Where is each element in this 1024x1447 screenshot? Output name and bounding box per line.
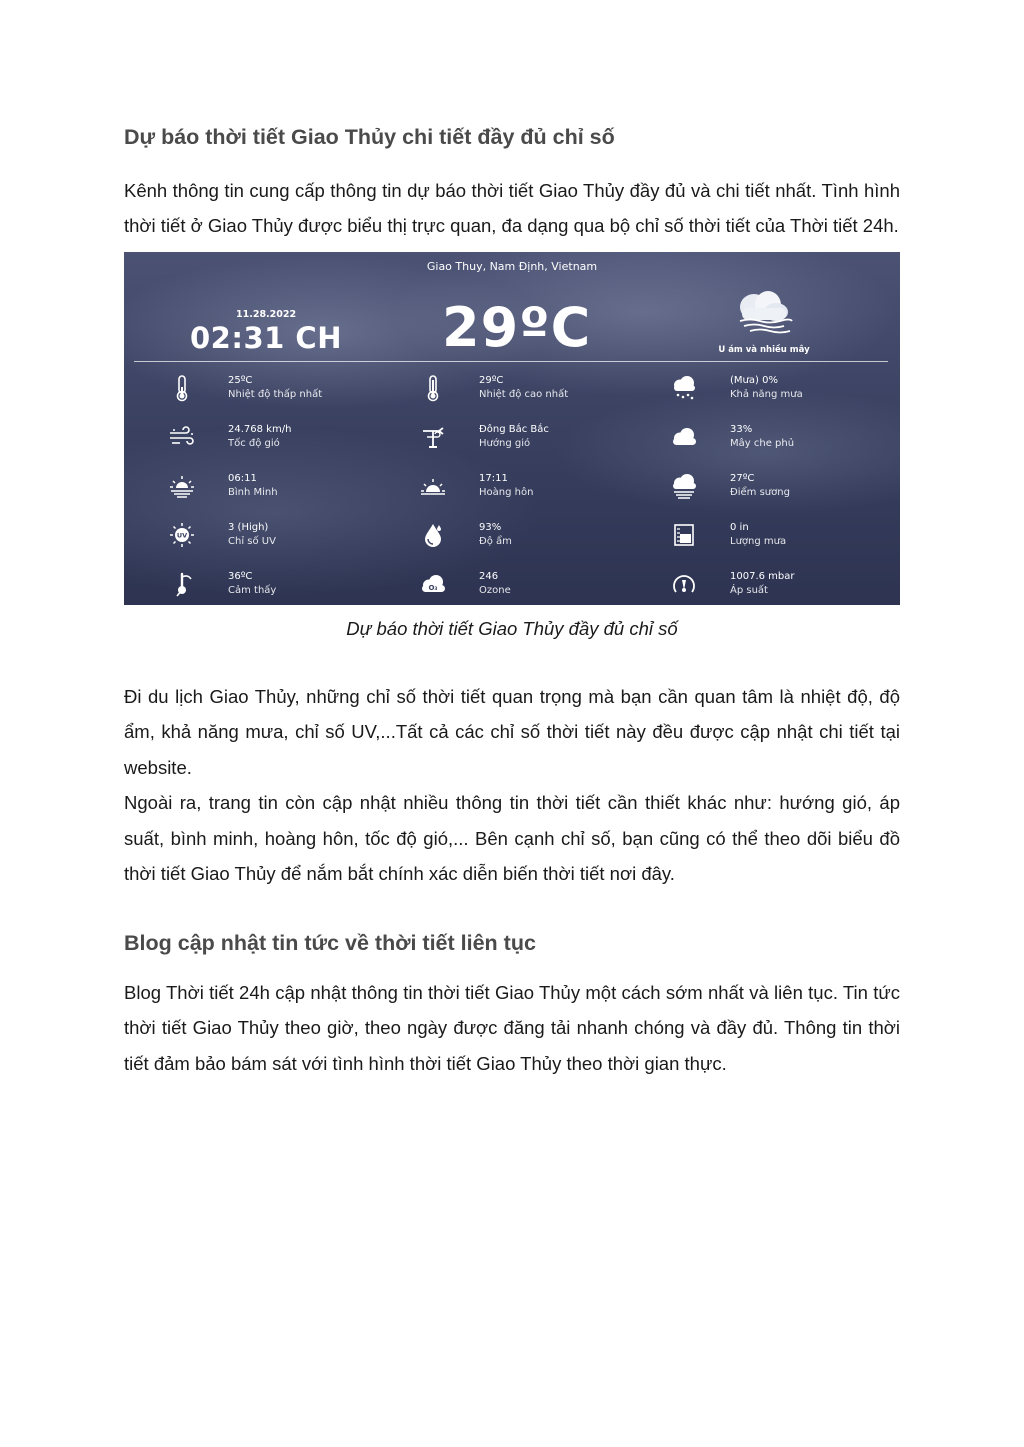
weather-item-value: 17:11 — [479, 472, 508, 484]
feels-like-icon — [168, 570, 196, 598]
weather-item-dew-point — [626, 472, 866, 508]
rain-cloud-icon — [670, 374, 698, 402]
weather-item-value: 36ºC — [228, 570, 253, 582]
figure-caption: Dự báo thời tiết Giao Thủy đầy đủ chỉ số — [346, 617, 678, 639]
wind-direction-icon — [419, 423, 447, 451]
article — [124, 110, 900, 1081]
wind-icon — [168, 423, 196, 451]
weather-item-value: Đông Bắc Bắc — [479, 423, 549, 435]
travel-paragraph: Đi du lịch Giao Thủy, những chỉ số thời tiết quan trọng mà bạn cần quan tâm là nhiệt độ, độ ẩm, khả năng mưa, chỉ số UV,...Tất cả các chỉ số thời tiết này đều được cập nhật chi tiết tại website. — [124, 685, 900, 778]
section-heading-blog: Blog cập nhật tin tức về thời tiết liên tục — [124, 930, 536, 955]
weather-item-label: Chỉ số UV — [228, 535, 276, 547]
weather-item-label: Khả năng mưa — [730, 388, 803, 400]
weather-item-value: 0 in — [730, 521, 749, 533]
weather-item-uv-index — [124, 521, 364, 557]
weather-item-label: Nhiệt độ cao nhất — [479, 388, 569, 400]
weather-item-label: Mây che phủ — [730, 437, 795, 449]
uv-icon — [168, 521, 196, 549]
weather-item-precipitation — [626, 521, 866, 557]
weather-item-feels-like — [124, 570, 364, 605]
weather-item-max-temp — [375, 374, 615, 410]
weather-item-value: 3 (High) — [228, 521, 269, 533]
weather-item-wind-speed — [124, 423, 364, 459]
cloud-fog-icon — [730, 288, 794, 334]
weather-item-value: 246 — [479, 570, 499, 582]
weather-item-ozone — [375, 570, 615, 605]
weather-item-value: 27ºC — [730, 472, 755, 484]
weather-item-label: Tốc độ gió — [228, 437, 280, 449]
weather-item-value: 93% — [479, 521, 502, 533]
extra-info-paragraph: Ngoài ra, trang tin còn cập nhật nhiều thông tin thời tiết cần thiết khác như: hướng gió, áp suất, bình minh, hoàng hôn, tốc độ gió,... Bên cạnh chỉ số, bạn cũng có thể theo dõi biểu đồ thời tiết Giao Thủy để nắm bắt chính xác diễn biến thời tiết nơi đây. — [124, 792, 900, 885]
pressure-gauge-icon — [670, 570, 698, 598]
intro-paragraph: Kênh thông tin cung cấp thông tin dự báo thời tiết Giao Thủy đầy đủ và chi tiết nhất. Tình hình thời tiết ở Giao Thủy được biểu thị trực quan, đa dạng qua bộ chỉ số thời tiết của Thời tiết 24h. — [124, 179, 900, 237]
weather-item-value: (Mưa) 0% — [730, 374, 778, 386]
weather-item-label: Độ ẩm — [479, 535, 512, 547]
weather-item-label: Ozone — [479, 584, 511, 596]
thermometer-low-icon — [168, 374, 196, 402]
thermometer-high-icon — [419, 374, 447, 402]
weather-item-pressure — [626, 570, 866, 605]
weather-item-label: Nhiệt độ thấp nhất — [228, 388, 323, 400]
weather-item-value: 25ºC — [228, 374, 253, 386]
weather-widget-image — [124, 252, 900, 605]
blog-paragraph: Blog Thời tiết 24h cập nhật thông tin thời tiết Giao Thủy một cách sớm nhất và liên tục. Tin tức thời tiết Giao Thủy theo giờ, theo ngày được đăng tải nhanh chóng và đầy đủ. Thông tin thời tiết đảm bảo bám sát với tình hình thời tiết Giao Thủy theo thời gian thực. — [124, 981, 900, 1074]
weather-item-label: Cảm thấy — [228, 584, 277, 596]
weather-item-label: Hướng gió — [479, 437, 531, 449]
cloud-icon — [670, 423, 698, 451]
weather-item-sunrise — [124, 472, 364, 508]
weather-item-value: 1007.6 mbar — [730, 570, 795, 582]
svg-text:O₃: O₃ — [428, 583, 438, 592]
ozone-icon — [419, 570, 447, 598]
weather-item-value: 06:11 — [228, 472, 257, 484]
weather-item-sunset — [375, 472, 615, 508]
weather-item-humidity — [375, 521, 615, 557]
weather-divider — [134, 361, 888, 362]
weather-item-label: Áp suất — [730, 584, 768, 596]
weather-item-min-temp — [124, 374, 364, 410]
dew-point-icon — [670, 472, 698, 500]
sunset-icon — [419, 472, 447, 500]
svg-text:UV: UV — [176, 531, 188, 540]
current-temperature: 29ºC — [442, 295, 592, 359]
weather-item-value: 24.768 km/h — [228, 423, 292, 435]
weather-date: 11.28.2022 — [236, 308, 297, 320]
sunrise-icon — [168, 472, 196, 500]
weather-item-rain-chance — [626, 374, 866, 410]
weather-item-label: Hoàng hôn — [479, 486, 534, 498]
weather-location: Giao Thuy, Nam Định, Vietnam — [426, 259, 598, 273]
weather-item-label: Điểm sương — [730, 486, 790, 498]
rain-gauge-icon — [670, 521, 698, 549]
humidity-icon — [419, 521, 447, 549]
weather-time: 02:31 CH — [190, 320, 342, 355]
weather-item-cloud-cover — [626, 423, 866, 459]
weather-item-value: 33% — [730, 423, 753, 435]
section-heading-forecast: Dự báo thời tiết Giao Thủy chi tiết đầy đủ chỉ số — [124, 125, 615, 149]
weather-item-value: 29ºC — [479, 374, 504, 386]
weather-item-label: Bình Minh — [228, 486, 278, 498]
weather-condition: U ám và nhiều mây — [718, 344, 810, 355]
weather-item-label: Lượng mưa — [730, 535, 787, 547]
weather-item-wind-direction — [375, 423, 615, 459]
